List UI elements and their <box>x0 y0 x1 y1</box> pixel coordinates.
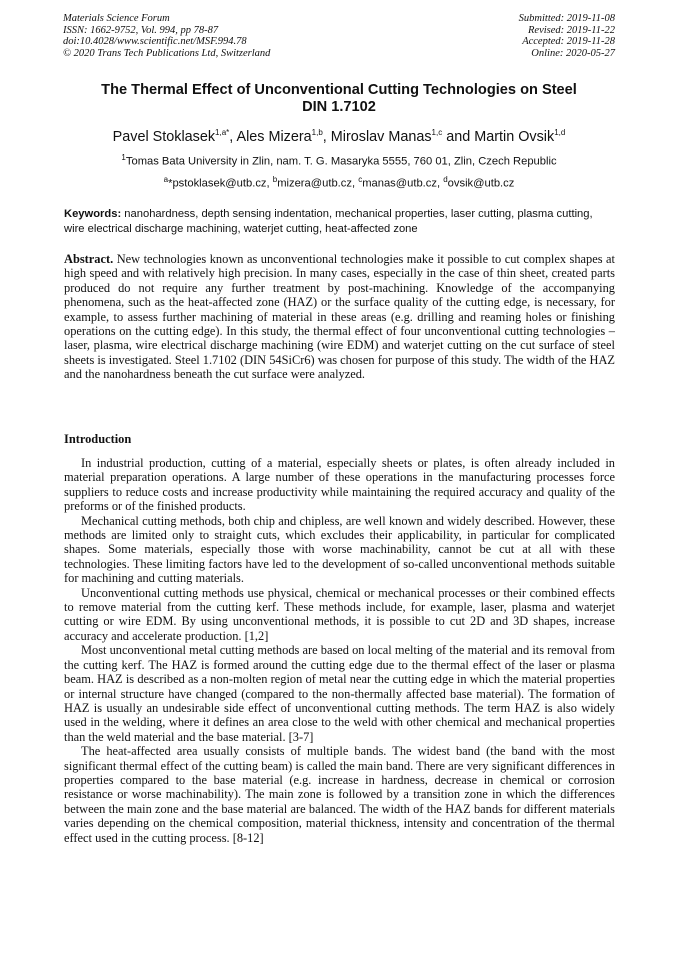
affiliation <box>40 151 638 169</box>
abstract-label: Abstract. <box>64 252 114 266</box>
body-paragraph: Unconventional cutting methods use physical, chemical or mechanical processes or their combined effects to remove material from the cutting kerf. These methods include, for example, laser, plasma and waterjet cutting or wire EDM. By using unconventional methods, it is possible to cut 2D and 3D shapes, increase accuracy and accelerate production. [1,2] <box>64 585 615 643</box>
author-name: Ales Mizera <box>236 128 312 145</box>
title-line-2: DIN 1.7102 <box>302 99 376 115</box>
author-affiliation-mark: 1,d <box>554 128 566 137</box>
abstract-text: New technologies known as unconventional technologies make it possible to cut complex shapes at high speed and with relatively high precision. In many cases, especially in the case of thin sheet, created parts produced do not require any further treatment by post-machining. Knowledge of the accompanying phenomena, such as the heat-affected zone (HAZ) or the surface quality of the cutting edge, is necessary, for example, to assess further machining of material in these areas (e.g. drilling and reaming holes or finishing operations on the cutting edge). In this study, the thermal effect of four unconventional cutting technologies – laser, plasma, wire electrical discharge machining (wire EDM) and waterjet cutting on the cut surface of steel sheets is investigated. Steel 1.7102 (DIN 54SiCr6) was chosen for purpose of this study. The width of the HAZ and the nanohardness beneath the cut surface were analyzed. <box>64 252 615 382</box>
title-line-1: The Thermal Effect of Unconventional Cutting Technologies on Steel <box>101 82 577 98</box>
body-paragraph: The heat-affected area usually consists of multiple bands. The widest band (the band with the most significant thermal effect of the cutting beam) is called the main band. There are very significant differences in properties compared to the base material (e.g. increase in hardness, decrease in chemical or corrosion resistance or worse machinability). The main zone is followed by a transition zone in which the differences between the main zone and the base material are balanced. The width of the HAZ bands for different materials varies depending on the chemical composition, material thickness, intensity and concentration of the thermal effect used in the cutting process. [8-12] <box>64 744 615 845</box>
submitted-date: Submitted: 2019-11-08 <box>518 13 615 24</box>
journal-info <box>63 13 270 59</box>
author-separator: , <box>322 128 331 145</box>
abstract-block <box>64 252 615 382</box>
body-paragraph: In industrial production, cutting of a material, especially sheets or plates, is often already included in material preparation operations. A large number of these operations in the manufacturing processes force suppliers to reduce costs and increase productivity while maintaining the required accuracy and quality of the preforms or of the finished products. <box>64 456 615 514</box>
author-affiliation-mark: 1,c <box>431 128 443 137</box>
paper-title <box>60 82 618 116</box>
introduction-body <box>64 456 615 845</box>
issn-line: ISSN: 1662-9752, Vol. 994, pp 78-87 <box>63 24 219 36</box>
keywords-label: Keywords: <box>64 208 122 220</box>
email-link[interactable]: *pstoklasek@utb.cz, <box>168 177 273 190</box>
affiliation-text: Tomas Bata University in Zlin, nam. T. G. Masaryka 5555, 760 01, Zlin, Czech Republic <box>125 155 557 168</box>
keywords-text: nanohardness, depth sensing indentation, mechanical properties, laser cutting, plasma cutting, wire electrical discharge machining, waterjet cutting, heat-affected zone <box>64 208 593 235</box>
email-link[interactable]: manas@utb.cz, <box>362 177 444 190</box>
author-separator: and <box>442 128 475 145</box>
copyright-line: © 2020 Trans Tech Publications Ltd, Switzerland <box>63 47 271 59</box>
online-date: Online: 2020-05-27 <box>531 47 615 59</box>
email-mark: a <box>163 175 169 184</box>
author-name: Miroslav Manas <box>330 128 432 145</box>
affiliation-mark: 1 <box>121 153 126 162</box>
author-affiliation-mark: 1,a* <box>215 128 230 137</box>
email-link[interactable]: ovsik@utb.cz <box>447 177 515 190</box>
submission-dates <box>519 13 615 59</box>
author-affiliation-mark: 1,b <box>311 128 323 137</box>
email-link[interactable]: mizera@utb.cz, <box>277 177 359 190</box>
keywords-block <box>64 207 615 236</box>
accepted-date: Accepted: 2019-11-28 <box>522 36 615 48</box>
revised-date: Revised: 2019-11-22 <box>528 24 615 36</box>
author-separator: , <box>229 128 237 145</box>
author-name: Martin Ovsik <box>474 128 555 145</box>
email-mark: b <box>272 175 278 184</box>
author-name: Pavel Stoklasek <box>112 128 216 145</box>
email-mark: d <box>443 175 448 184</box>
journal-name: Materials Science Forum <box>63 13 170 24</box>
body-paragraph: Most unconventional metal cutting methods are based on local melting of the material and its removal from the cutting kerf. The HAZ is formed around the cutting edge due to the thermal effect of the laser or plasma beam. HAZ is described as a non-molten region of metal near the cutting edge in which the material properties or internal structure have changed (compared to the non-thermally affected base material). The formation of HAZ is usually an undesirable side effect of unconventional cutting methods. The term HAZ is also widely used in the welding, where it defines an area close to the weld with other chemical and mechanical properties than the weld material and the base material. [3-7] <box>64 643 615 744</box>
body-paragraph: Mechanical cutting methods, both chip and chipless, are well known and widely described. However, these methods are limited only to straight cuts, which excludes their applicability, in particular for complicated shapes. Some materials, especially those with worse machinability, cannot be cut at all with these technologies. These limiting factors have led to the development of so-called unconventional methods suitable for machining and cutting materials. <box>64 513 615 586</box>
author-list <box>40 124 638 146</box>
email-mark: c <box>358 175 363 184</box>
introduction-heading: Introduction <box>64 432 132 446</box>
doi-line: doi:10.4028/www.scientific.net/MSF.994.78 <box>63 36 247 48</box>
email-list <box>40 173 638 191</box>
